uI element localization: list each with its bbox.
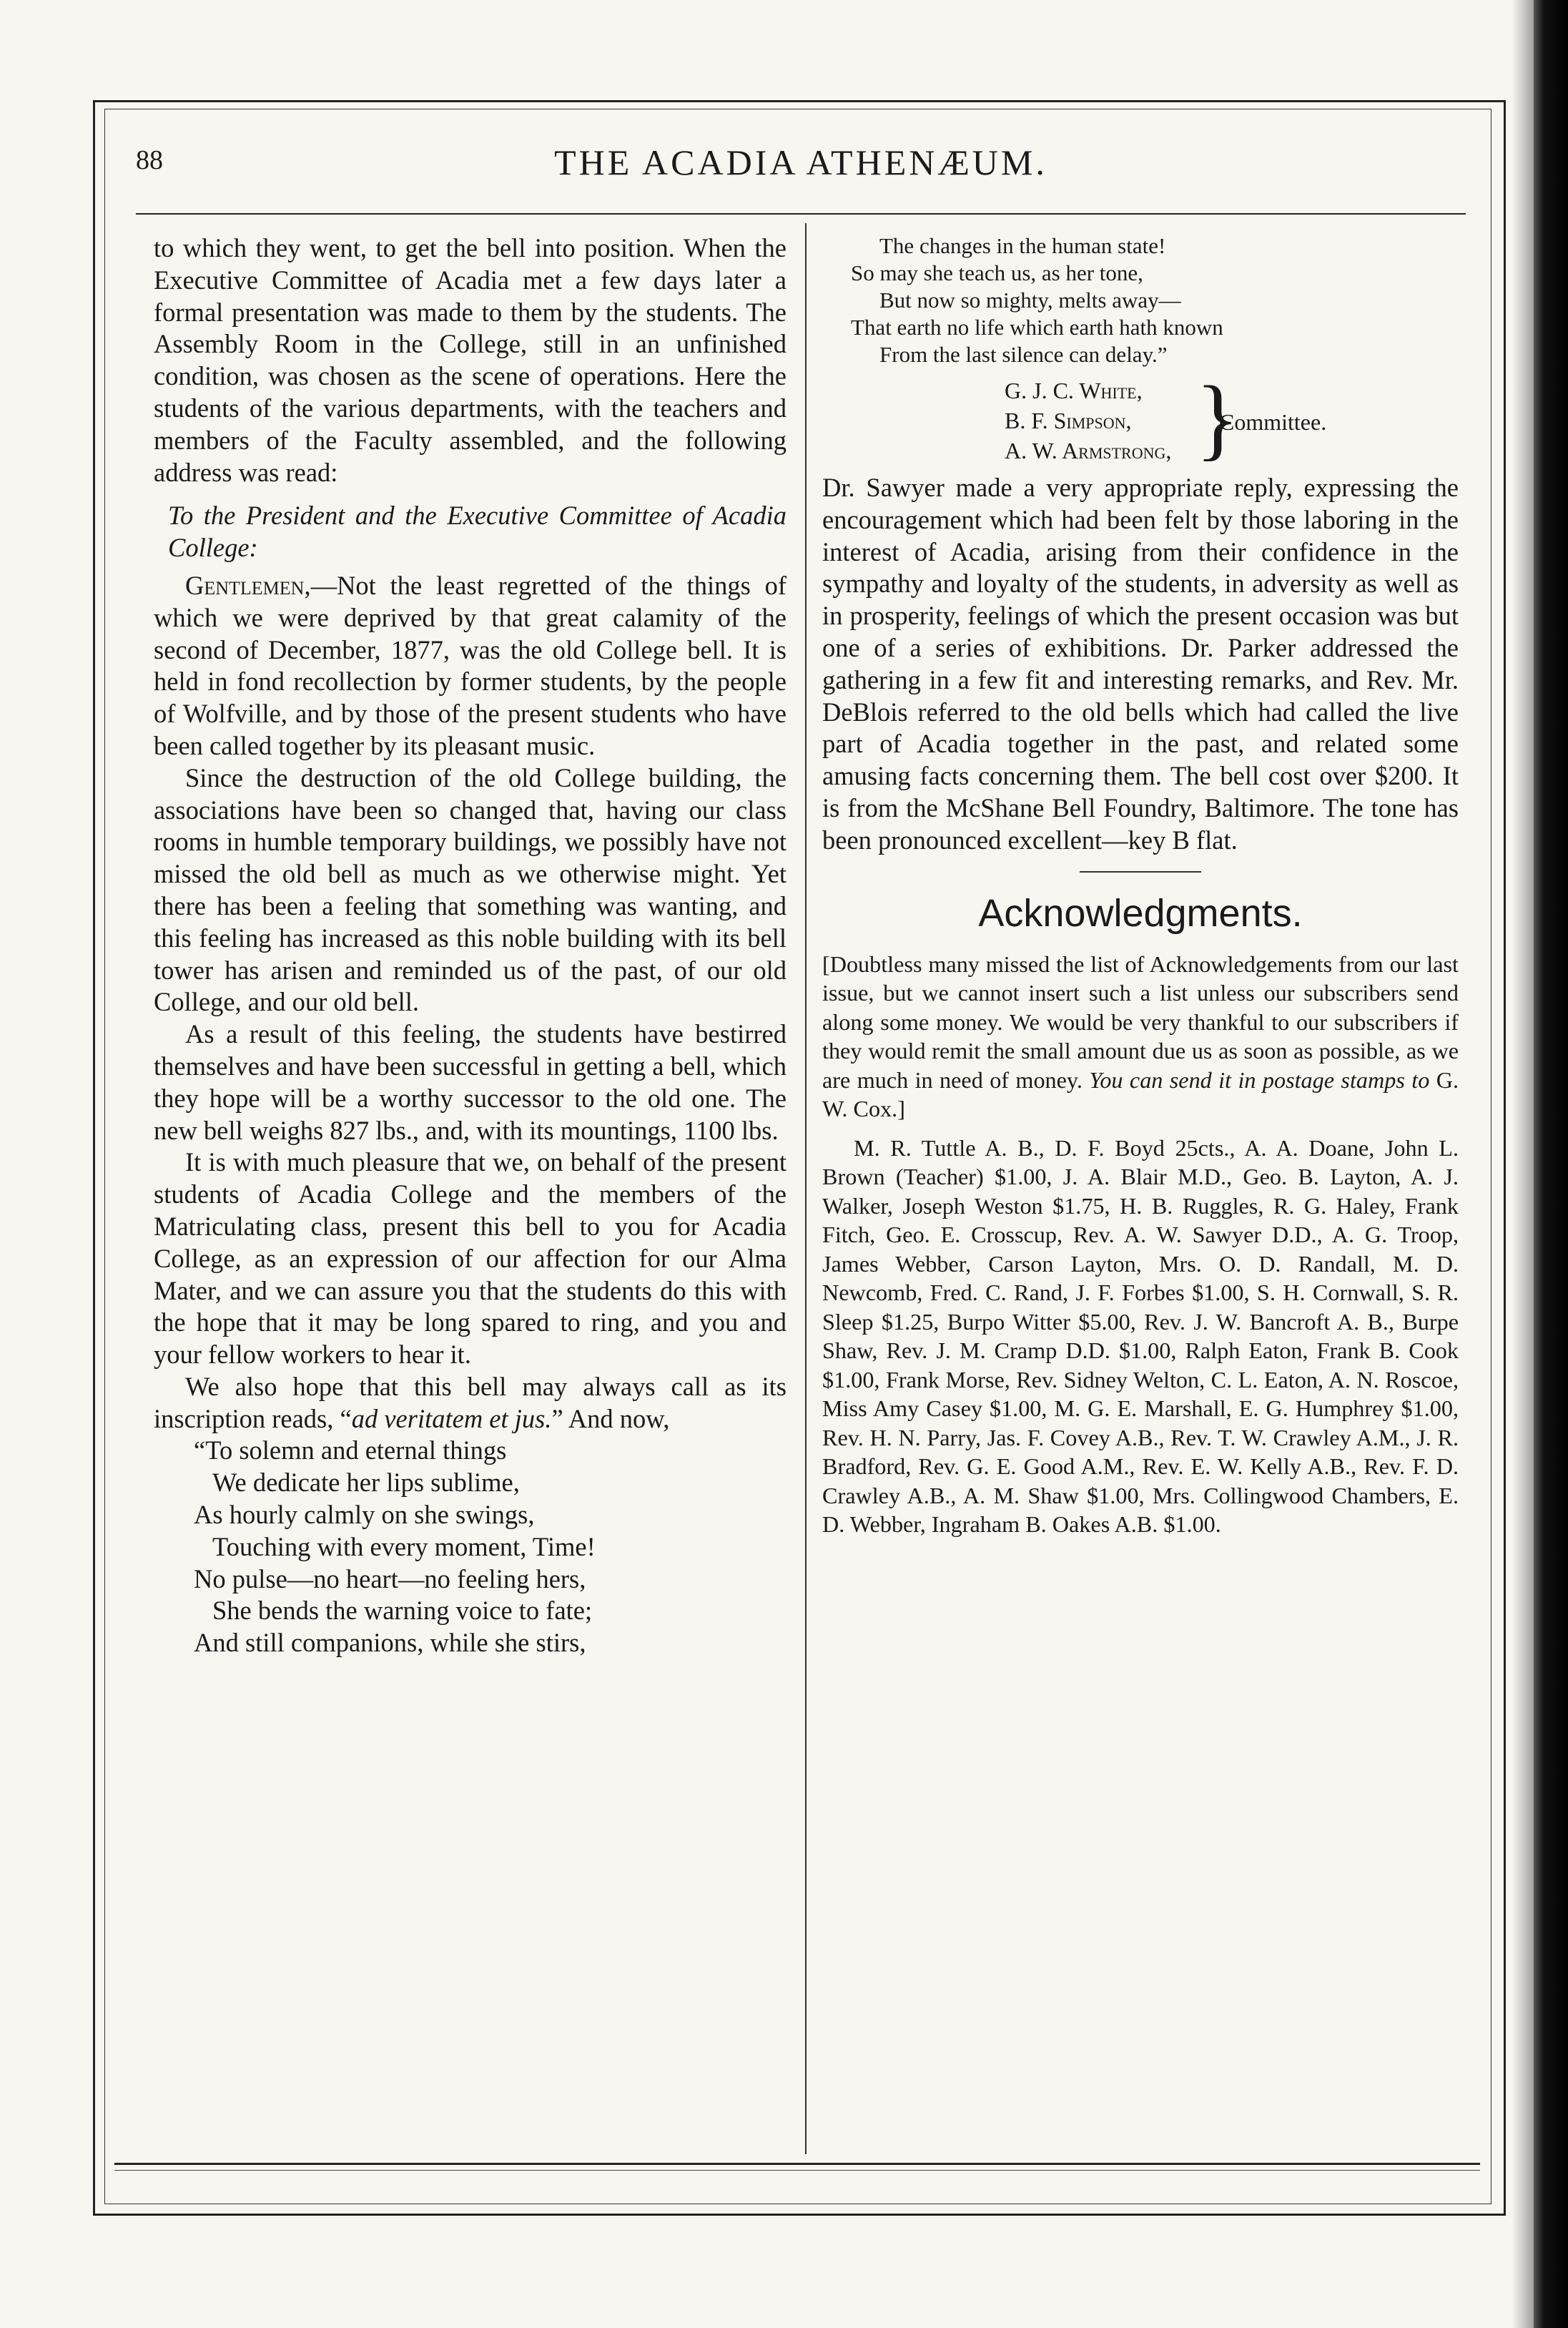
poem-line: Touching with every moment, Time! (212, 1531, 596, 1561)
right-column (822, 232, 1459, 1539)
page-number: 88 (136, 145, 163, 175)
inscription-text-end: ” And now, (551, 1403, 670, 1433)
poem-line: And still companions, while she stirs, (194, 1628, 586, 1658)
ack-note-italic: You can send it in postage stamps to (1089, 1066, 1430, 1093)
poem-line: From the last silence can delay.” (879, 342, 1168, 367)
header-rule (136, 213, 1466, 215)
paragraph-presentation: to which they went, to get the bell into position. When the Executive Committee of Acadia met a few days later a formal presentation was made to them by the students. The Assembly Room in the College, still in an unfinished condition, was chosen as the scene of operations. Here the students of the various departments, with the teachers and members of the Faculty assembled, and the following address was read: (154, 233, 787, 487)
paragraph-pleasure: It is with much pleasure that we, on behalf of the present students of Acadia College and the members of the Matriculating class, present this bell to you for Acadia College, as an expression of our affection for our Alma Mater, and we can assure you that the students do this with the hope that it may be long spared to ring, and you and your fellow workers to hear it. (154, 1147, 787, 1370)
running-title: THE ACADIA ATHENÆUM. (554, 142, 1047, 182)
inscription-latin: ad veritatem et jus. (351, 1403, 552, 1433)
footer-rule (114, 2163, 1480, 2165)
ack-note-text: [Doubtless many missed the list of Acknowledgements from our last issue, but we cannot insert such a list unless our subscribers send along some money. We would be very thankful to our subscribers if they would remit the small amount due us as soon as possible, as we are much in need of money. (822, 951, 1459, 1093)
poem-line: But now so mighty, melts away— (879, 288, 1181, 313)
paragraph-gentlemen (154, 570, 787, 762)
poem-line: No pulse—no heart—no feeling hers, (194, 1563, 586, 1593)
acknowledgments-note (822, 950, 1459, 1124)
signature-block (822, 368, 1459, 472)
signatory: B. F. Simpson, (1005, 408, 1132, 433)
footer-rule-thin (114, 2170, 1480, 2171)
ack-note-end: G. W. Cox.] (822, 1066, 1459, 1122)
poem-line: That earth no life which earth hath known (851, 315, 1223, 340)
section-rule (1080, 871, 1201, 873)
paragraph-gentlemen-text: —Not the least regretted of the things of which we were deprived by that great calamity of the second of December, 1877, was the old College bell. It is held in fond recollection by former students, by the people of Wolfville, and by those of the present students who have been called together by its pleasant music. (154, 570, 787, 760)
poem-line: The changes in the human state! (879, 233, 1166, 258)
poem-right (822, 232, 1459, 368)
signatory-names (1005, 375, 1171, 466)
committee-label: Committee. (1219, 409, 1327, 435)
brace-glyph: } (1195, 368, 1240, 469)
poem-line: We dedicate her lips sublime, (212, 1468, 520, 1498)
page-header (136, 136, 1466, 200)
inscription-text-start: We also hope that this bell may always call as its inscription reads, “ (154, 1371, 787, 1433)
poem-line: As hourly calmly on she swings, (194, 1500, 535, 1530)
address-heading: To the President and the Executive Committee of Acadia College: (168, 501, 787, 563)
paragraph-destruction: Since the destruction of the old College building, the associations have been so changed that, having our class rooms in humble temporary buildings, we possibly have not missed the old bell as much as we otherwise might. Yet there has been a feeling that something was wanting, and this feeling has increased as this noble building with its bell tower has arisen and reminded us of the past, of our old College, and our old bell. (154, 762, 787, 1017)
poem-line: “To solemn and eternal things (194, 1435, 507, 1465)
paragraph-inscription (154, 1371, 787, 1435)
paragraph-result: As a result of this feeling, the students have bestirred themselves and have been successful in getting a bell, which they hope will be a worthy successor to the old one. The new bell weighs 827 lbs., and, with its mountings, 1100 lbs. (154, 1019, 787, 1145)
poem-left (154, 1435, 787, 1659)
book-spine-edge (1534, 0, 1568, 2328)
acknowledgments-title: Acknowledgments. (978, 891, 1303, 935)
signatory: G. J. C. White, (1005, 378, 1143, 403)
signatory: A. W. Armstrong, (1005, 438, 1172, 463)
column-divider (805, 223, 807, 2154)
paragraph-reply: Dr. Sawyer made a very appropriate reply, expressing the encouragement which had been felt by those laboring in the interest of Acadia, arising from their confidence in the sympathy and loyalty of the students, in adversity as well as in prosperity, feelings of which the present occasion was but one of a series of exhibitions. Dr. Parker addressed the gathering in a few fit and interesting remarks, and Rev. Mr. DeBlois referred to the old bells which had called the live part of Acadia together in the past, and related some amusing facts concerning them. The bell cost over $200. It is from the McShane Bell Foundry, Baltimore. The tone has been pronounced excellent—key B flat. (822, 473, 1459, 855)
left-column (154, 232, 787, 1659)
subscriber-list: M. R. Tuttle A. B., D. F. Boyd 25cts., A. A. Doane, John L. Brown (Teacher) $1.00, J. A. Blair M.D., Geo. B. Layton, A. J. Walker, Joseph Weston $1.75, H. B. Ruggles, R. G. Haley, Frank Fitch, Geo. E. Crosscup, Rev. A. W. Sawyer D.D., A. G. Troop, James Webber, Carson Layton, Mrs. O. D. Randall, M. D. Newcomb, Fred. C. Rand, J. F. Forbes $1.00, S. H. Cornwall, S. R. Sleep $1.25, Burpo Witter $5.00, Rev. J. W. Bancroft A. B., Burpe Shaw, Rev. J. M. Cramp D.D. $1.00, Ralph Eaton, Frank B. Cook $1.00, Frank Morse, Rev. Sidney Welton, C. L. Eaton, A. N. Roscoe, Miss Amy Casey $1.00, M. G. E. Marshall, E. G. Humphrey $1.00, Rev. H. N. Parry, Jas. F. Covey A.B., Rev. T. W. Crawley A.M., J. R. Bradford, Rev. G. E. Good A.M., Rev. E. W. Kelly A.B., Rev. F. D. Crawley A.B., A. M. Shaw $1.00, Mrs. Collingwood Chambers, E. D. Webber, Ingraham B. Oakes A.B. $1.00. (822, 1134, 1459, 1538)
poem-line: So may she teach us, as her tone, (851, 260, 1143, 285)
salutation: Gentlemen, (185, 570, 311, 600)
poem-line: She bends the warning voice to fate; (212, 1596, 593, 1626)
